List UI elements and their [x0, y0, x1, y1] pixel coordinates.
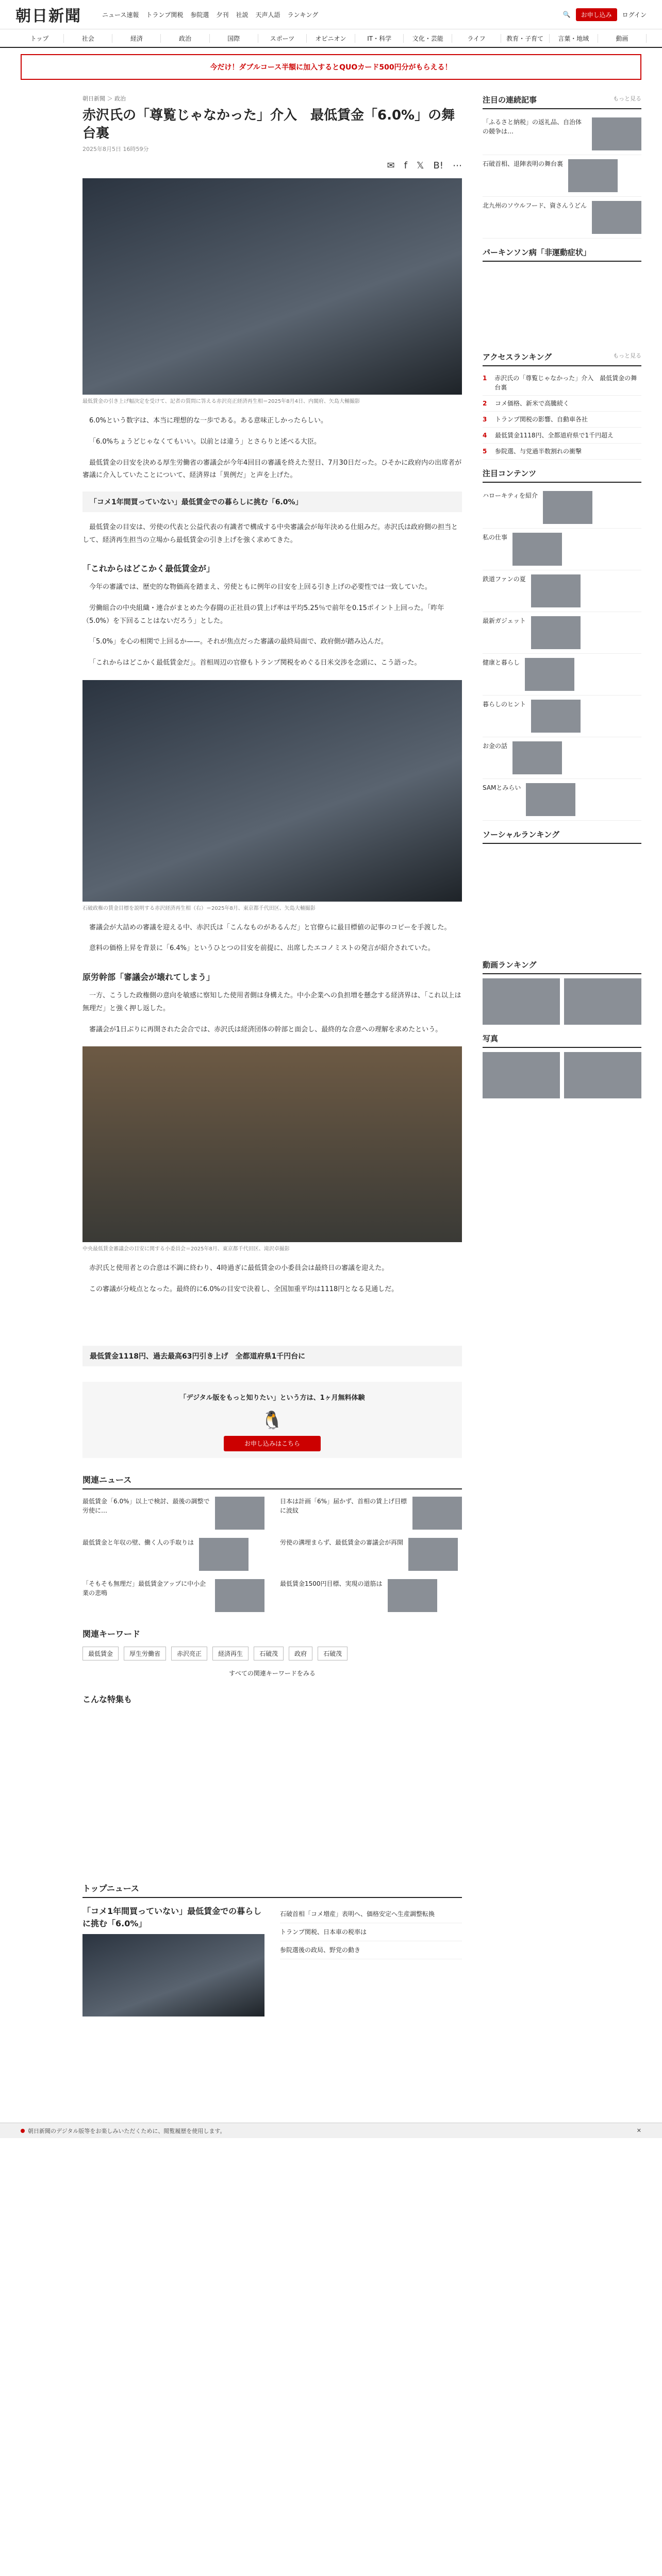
photo-caption: 中央最低賃金審議会の目安に関する小委員会＝2025年8月、東京都千代田区、滝沢卓撮影 [82, 1246, 290, 1252]
info-icon [21, 2129, 25, 2133]
related-news-grid [82, 1497, 462, 1612]
topnews-item[interactable] [280, 1905, 462, 1923]
topnews-photo [82, 1934, 264, 2016]
ranking-title: 最低賃金1118円、全都道府県で1千円超え [495, 432, 614, 439]
sidebar-heading: 動画ランキング [483, 959, 641, 974]
topnews-item[interactable] [280, 1923, 462, 1941]
content-item[interactable] [483, 612, 641, 654]
facebook-icon[interactable]: f [404, 160, 407, 172]
related-item-title: 最低賃金1500円目標、実現の道筋は [280, 1580, 383, 1587]
header-link[interactable]: 参院選 [190, 11, 209, 19]
related-news-heading: 関連ニュース [82, 1473, 462, 1489]
header-link[interactable]: 社説 [236, 11, 249, 19]
login-link[interactable]: ログイン [622, 11, 647, 19]
paragraph: 審議会が大詰めの審議を迎える中、赤沢氏は「こんなものがあるんだ」と官僚らに最目標値の記事のコピーを手渡した。 [89, 923, 451, 931]
ranking-title: トランプ関税の影響、自動車各社 [495, 416, 588, 423]
sidebar-heading: 注目コンテンツ [483, 468, 641, 483]
related-item[interactable] [280, 1579, 462, 1612]
related-item-title: 労使の溝埋まらず、最低賃金の審議会が再開 [280, 1538, 404, 1546]
related-item[interactable] [280, 1538, 462, 1571]
topnews-title: 「コメ1年間買っていない」最低賃金での暮らしに挑む「6.0%」 [82, 1906, 262, 1928]
content-title: 健康と暮らし [483, 659, 520, 666]
paragraph: 「これからはどこかく最低賃金だ」。首相周辺の官僚もトランプ関税をめぐる日米交渉を念頭に、こう語った。 [89, 659, 421, 667]
sidebar-item-title: 「ふるさと納税」の返礼品、自治体の競争は… [483, 118, 582, 135]
header-link[interactable]: ランキング [287, 11, 319, 19]
keyword-chip[interactable]: 政府 [289, 1647, 312, 1660]
sidebar [483, 86, 641, 2016]
ranking-item[interactable]: 4 最低賃金1118円、全都道府県で1千円超え [483, 428, 641, 444]
ranking-title: 参院選、与党過半数割れの衝撃 [495, 448, 582, 455]
content-title: お金の話 [483, 742, 508, 750]
nav-item[interactable]: 教育・子育て [501, 34, 550, 43]
header-link[interactable]: 夕刊 [216, 11, 229, 19]
article-main [82, 86, 462, 2016]
keywords-heading: 関連キーワード [82, 1629, 141, 1639]
mail-icon[interactable]: ✉ [387, 160, 395, 172]
share-bar [82, 160, 462, 171]
nav-item[interactable]: IT・科学 [355, 34, 404, 43]
keyword-chip[interactable]: 厚生労働省 [124, 1647, 166, 1660]
sidebar-item[interactable] [483, 113, 641, 155]
special-heading: こんな特集も [82, 1694, 133, 1704]
related-item[interactable] [82, 1497, 264, 1530]
mascot-icon: 🐧 [261, 1410, 284, 1431]
paragraph: 今年の審議では、歴史的な物価高を踏まえ、労使ともに例年の目安を上回る引き上げの必要性では一致していた。 [89, 583, 432, 591]
nav-item[interactable]: 言葉・地域 [550, 34, 598, 43]
ranking-item[interactable]: 3 トランプ関税の影響、自動車各社 [483, 412, 641, 428]
search-icon[interactable]: 🔍 [562, 11, 571, 18]
topnews-item[interactable] [280, 1941, 462, 1959]
article-photo [82, 178, 462, 395]
header-link[interactable]: ニュース速報 [102, 11, 139, 19]
header-link[interactable]: 天声人語 [255, 11, 280, 19]
sidebar-item[interactable] [483, 197, 641, 239]
thumbnail [592, 117, 641, 150]
photo-caption: 最低賃金の引き上げ幅決定を受けて、記者の質問に答える赤沢亮正経済再生相＝2025年8月4日、内閣府、矢島大輔撮影 [82, 399, 360, 405]
thumbnail [531, 616, 581, 649]
topnews-title: 石破首相「コメ増産」表明へ、価格安定へ生産調整転換 [280, 1910, 435, 1918]
paywall-subscribe-button[interactable]: お申し込みはこちら [224, 1436, 321, 1451]
paywall-lead-link[interactable]: 最低賃金1118円、過去最高63円引き上げ 全都道府県1千円台に [82, 1346, 462, 1366]
thumbnail [199, 1538, 249, 1571]
photo-caption: 石破政権の賃金目標を説明する赤沢経済再生相（右）＝2025年8月、東京都千代田区、矢島大輔撮影 [82, 905, 316, 911]
sidebar-heading: 注目の連続記事 もっと見る [483, 94, 641, 109]
nav-item[interactable]: 文化・芸能 [404, 34, 452, 43]
content-item[interactable] [483, 529, 641, 570]
category-nav [0, 29, 662, 48]
topnews-lead[interactable] [82, 1905, 264, 2016]
keyword-chip[interactable]: 経済再生 [212, 1647, 249, 1660]
thumbnail [512, 741, 562, 774]
paywall-title: 「デジタル版をもっと知りたい」という方は、1ヶ月無料体験 [179, 1394, 365, 1402]
cookie-notice [0, 2123, 662, 2138]
thumbnail [531, 574, 581, 607]
paragraph: 審議会が1日ぶりに再開された会合では、赤沢氏は経済団体の幹部と面会し、最終的な合意への理解を求めたという。 [89, 1025, 442, 1033]
more-icon[interactable]: ⋯ [453, 160, 462, 172]
site-logo[interactable]: 朝日新聞 [15, 7, 81, 25]
nav-item[interactable]: オピニオン [307, 34, 355, 43]
topnews-grid [82, 1905, 462, 2016]
paragraph: 「5.0%」を心の相関で上回るか——。それが焦点だった審議の最終局面で、政府側が踏み込んだ。 [89, 638, 388, 646]
photo-thumbnail[interactable] [564, 1052, 641, 1098]
thumbnail [215, 1579, 264, 1612]
more-link[interactable]: もっと見る [613, 352, 641, 359]
x-icon[interactable]: 𝕏 [416, 160, 424, 172]
thumbnail [388, 1579, 437, 1612]
ranking-item[interactable]: 1 赤沢氏の「尊覧じゃなかった」介入 最低賃金の舞台裏 [483, 370, 641, 396]
nav-item[interactable]: 動画 [598, 34, 647, 43]
content-title: 暮らしのヒント [483, 701, 526, 708]
content-title: SAMとみらい [483, 784, 521, 791]
thumbnail [525, 658, 574, 691]
nav-item[interactable]: 政治 [161, 34, 209, 43]
ranking-title: コメ価格、新米で高騰続く [495, 400, 570, 407]
article-photo [82, 680, 462, 902]
nav-item[interactable]: ライフ [452, 34, 501, 43]
ranking-item[interactable]: 2 コメ価格、新米で高騰続く [483, 396, 641, 412]
sidebar-heading: パーキンソン病「非運動症状」 [483, 247, 641, 262]
header-link[interactable]: トランプ関税 [146, 11, 184, 19]
topnews-title: 参院選後の政局、野党の動き [280, 1946, 361, 1954]
content-title: 鉄道ファンの夏 [483, 575, 526, 583]
thumbnail [592, 201, 641, 234]
content-item[interactable] [483, 696, 641, 737]
paragraph: この審議が分岐点となった。最終的に6.0%の目安で決着し、全国加重平均は1118円となる見通しだ。 [89, 1285, 399, 1293]
keyword-chips [82, 1647, 462, 1660]
thumbnail [543, 491, 592, 524]
article-photo [82, 1046, 462, 1242]
thumbnail [568, 159, 618, 192]
content-item[interactable] [483, 487, 641, 529]
subscribe-button[interactable]: お申し込み [576, 8, 617, 21]
paragraph: 意料の価格上昇を背景に「6.4%」というひとつの目安を前提に、出席したエコノミストの発言が紹介されていた。 [89, 944, 435, 953]
sidebar-heading: ソーシャルランキング [483, 829, 641, 844]
article-date: 2025年8月5日 16時59分 [82, 146, 149, 153]
paragraph: 最低賃金の目安は、労使の代表と公益代表の有識者で構成する中央審議会が毎年決める仕組みだ。赤沢氏は政府側の担当として、経済再生担当の立場から最低賃金の引き上げを強く求めてきた。 [82, 523, 458, 544]
sidebar-heading: 写真 [483, 1033, 641, 1048]
thumbnail [412, 1497, 462, 1530]
keyword-chip[interactable]: 赤沢亮正 [171, 1647, 207, 1660]
content-item[interactable] [483, 570, 641, 612]
thumbnail [215, 1497, 264, 1530]
sidebar-item-title: 北九州のソウルフード、資さんうどん [483, 202, 587, 209]
cookie-text: 朝日新聞のデジタル版等をお楽しみいただくために、閲覧履歴を使用します。 [28, 2127, 226, 2134]
thumbnail [531, 700, 581, 733]
keyword-chip[interactable]: 最低賃金 [82, 1647, 119, 1660]
thumbnail [408, 1538, 458, 1571]
content-item[interactable] [483, 779, 641, 821]
content-title: ハローキティを紹介 [483, 492, 538, 499]
nav-item[interactable]: 社会 [64, 34, 112, 43]
paragraph: 最低賃金の目安を決める厚生労働省の審議会が今年4回目の審議を終えた翌日、7月30日だった。ひそかに政府内の出席者が審議に介入していたことについて、経済界は「異例だ」と声を上げた。 [82, 459, 462, 480]
video-thumbnail[interactable] [483, 978, 560, 1025]
content-item[interactable] [483, 737, 641, 779]
related-quote-link[interactable]: 「コメ1年間買っていない」最低賃金での暮らしに挑む「6.0%」 [82, 492, 462, 512]
related-item-title: 「そもそも無理だ」最低賃金アップに中小企業の悲鳴 [82, 1580, 206, 1597]
thumbnail [526, 783, 575, 816]
nav-item[interactable]: スポーツ [258, 34, 307, 43]
related-item[interactable] [82, 1538, 264, 1571]
related-item-title: 最低賃金「6.0%」以上で検討、最後の調整で労使に… [82, 1497, 210, 1514]
article-title: 赤沢氏の「尊覧じゃなかった」介入 最低賃金「6.0%」の舞台裏 [82, 108, 455, 142]
sidebar-item-title: 石破首相、退陣表明の舞台裏 [483, 160, 564, 167]
related-item-title: 日本は計画「6%」届かず、首相の賃上げ目標に波紋 [280, 1497, 407, 1514]
paragraph: 「6.0%ちょうどじゃなくてもいい。以前とは違う」とさらりと述べる大臣。 [89, 437, 321, 446]
breadcrumb[interactable]: 朝日新聞 ＞ 政治 [82, 95, 126, 102]
ranking-title: 赤沢氏の「尊覧じゃなかった」介入 最低賃金の舞台裏 [494, 375, 637, 391]
content-item[interactable] [483, 654, 641, 696]
topnews-heading: トップニュース [82, 1882, 462, 1898]
paywall-box [82, 1382, 462, 1458]
sidebar-item[interactable] [483, 155, 641, 197]
bookmark-icon[interactable]: B! [433, 160, 443, 172]
topnews-title: トランプ関税、日本車の税率は [280, 1928, 367, 1936]
section-heading: 原労幹部「審議会が壊れてしまう」 [82, 972, 215, 982]
content-title: 最新ガジェット [483, 617, 526, 624]
related-item[interactable] [280, 1497, 462, 1530]
content-title: 私の仕事 [483, 534, 508, 541]
thumbnail [512, 533, 562, 566]
top-header [0, 0, 662, 29]
nav-item[interactable]: 国際 [210, 34, 258, 43]
video-thumbnail[interactable] [564, 978, 641, 1025]
more-keywords-link[interactable]: すべての関連キーワードをみる [229, 1669, 316, 1677]
keyword-chip[interactable]: 石破茂 [318, 1647, 347, 1660]
sidebar-heading: アクセスランキング もっと見る [483, 351, 641, 366]
paragraph: 一方、こうした政権側の意向を敏感に察知した使用者側は身構えた。中小企業への負担増を懸念する経済界は、「これ以上は無理だ」と強く押し返した。 [82, 992, 461, 1012]
more-link[interactable]: もっと見る [613, 95, 641, 102]
paragraph: 赤沢氏と使用者との合意は不調に終わり、4時過ぎに最低賃金の小委員会は最終日の審議を迎えた。 [89, 1264, 389, 1273]
ranking-item[interactable]: 5 参院選、与党過半数割れの衝撃 [483, 444, 641, 460]
nav-item[interactable]: トップ [15, 34, 64, 43]
paragraph: 労働組合の中央組織・連合がまとめた今春闘の正社員の賃上げ率は平均5.25％で前年を0.15ポイント上回った。「昨年（5.0%）を下回ることはないだろう」とした。 [82, 604, 444, 625]
nav-item[interactable]: 経済 [112, 34, 161, 43]
close-icon[interactable]: ✕ [636, 2127, 641, 2134]
section-heading: 「これからはどこかく最低賃金が」 [82, 564, 215, 574]
header-links [102, 10, 563, 19]
photo-thumbnail[interactable] [483, 1052, 560, 1098]
related-item[interactable] [82, 1579, 264, 1612]
related-item-title: 最低賃金と年収の壁、働く人の手取りは [82, 1538, 194, 1546]
paragraph: 6.0%という数字は、本当に理想的な一歩である。ある意味正しかったらしい。 [89, 417, 328, 425]
promo-banner[interactable]: 今だけ！ダブルコース半額に加入するとQUOカード500円分がもらえる！ [21, 54, 641, 80]
keyword-chip[interactable]: 石破茂 [254, 1647, 284, 1660]
